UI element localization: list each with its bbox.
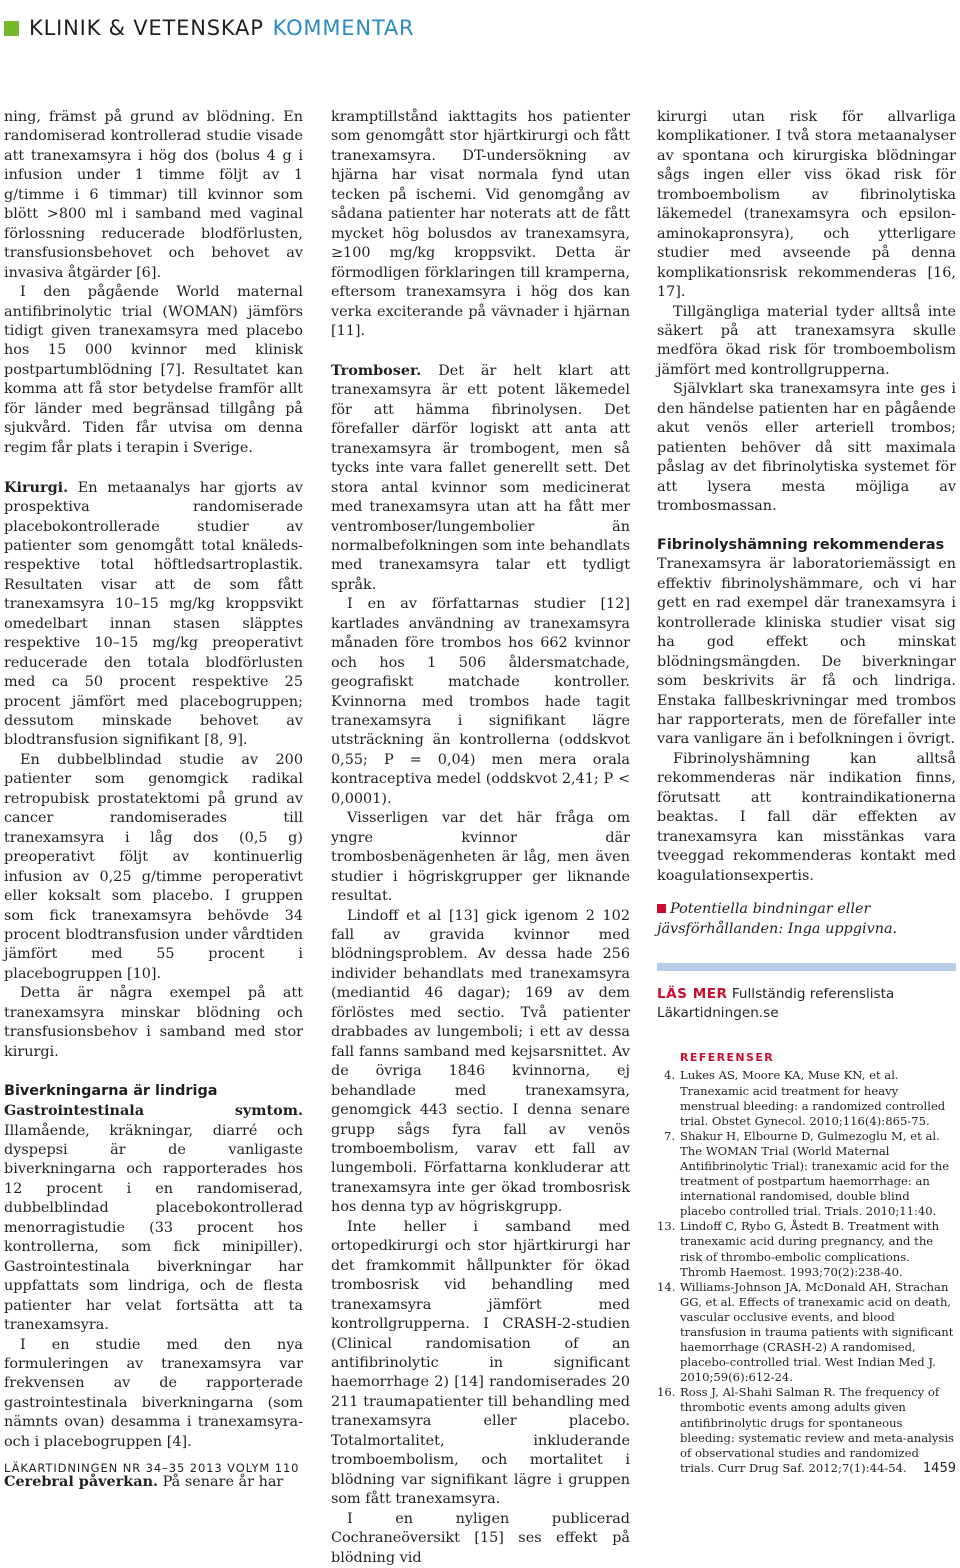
col2-paragraph: I en av författarnas studier [12] kartlades användning av tranexamsyra månaden före trombos hos 662 kvinnor och hos 1 506 åldersmatchade, geografiskt matchade kontroller. Kvinnorna med trombos hade tagit tranexamsyra i signifikant lägre utsträckning än kontrollerna (oddskvot 0,55; P = 0,04) men mera orala kontraceptiva medel (oddskvot 2,41; P < 0,0001).	[331, 596, 630, 807]
kirurgi-text: En metaanalys har gjorts av prospektiva randomiserade placebokontrollerade studier av patienter som genomgått total knäleds- respektive total höftledsartroplastik. Resultaten visar att de som fått tranexamsyra 10–15 mg/kg kroppsvikt omedelbart innan stasen släpptes respektive 10–15 mg/kg preoperativt reducerade den totala blodförlusten med ca 50 procent respektive 25 procent jämfört med placebogruppen; dessutom minskade behovet av blodtransfusion signifikant [8, 9].	[4, 479, 303, 749]
col2-paragraph-tromboser	[331, 361, 630, 595]
readmore-text: Fullständig referenslista	[731, 986, 895, 1003]
reference-text: Williams-Johnson JA, McDonald AH, Strachan GG, et al. Effects of tranexamic acid on death, vascular occlusive events, and blood transfusion in trauma patients with significant haemorrhage (CRASH-2) A randomised, placebo-controlled trial. West Indian Med J. 2010;59(6):612-24.	[680, 1279, 954, 1385]
column-2	[331, 108, 630, 1568]
col1-paragraph-kirurgi	[4, 478, 303, 751]
col1-paragraph: ning, främst på grund av blödning. En randomiserad kontrollerad studie visade att tranexamsyra i hög dos (bolus 4 g i infusion under 1 timme följt av 1 g/timme i 6 timmar) till kvinnor som blött >800 ml i samband med vaginal förlossning reducerade blodförlusten, transfusionsbehovet och behovet av invasiva åtgärder [6].	[4, 109, 303, 281]
col3-paragraph: Fibrinolyshämning kan alltså rekommenderas när indikation finns, förutsatt att kontraindikationerna beaktas. I fall där effekten av tranexamsyra kan misstänkas vara tveeggad rekommenderas kontakt med koagulationsexpertis.	[657, 750, 956, 884]
subsection-title: KOMMENTAR	[272, 16, 415, 40]
col3-paragraph: kirurgi utan risk för allvarliga komplikationer. I två stora metaanalyser av spontana och kirurgiska blödningar sågs ingen eller viss ökad risk för tromboembolism av fibrinolytiska läkemedel (tranexamsyra och epsilon-aminokapronsyra), och ytterligare studier med avseende på denna komplikationsrisk rekommenderas [16, 17].	[657, 109, 956, 301]
column-3	[657, 108, 956, 1476]
col2-paragraph: kramptillstånd iakttagits hos patienter som genomgått stor hjärtkirurgi och fått tranexamsyra. DT-undersökning av hjärna har visat normala fynd utan tecken på ischemi. Vid genomgång av sådana patienter har noterats att de fått mycket hög bolusdos av tranexamsyra, ≥100 mg/kg kroppsvikt. Detta är förmodligen förklaringen till kramperna, eftersom tranexamsyra i hög dos kan verka exciterande på vävnader i hjärnan [11].	[331, 109, 630, 339]
reference-item	[657, 1219, 956, 1279]
col2-paragraph: I en nyligen publicerad Cochraneöversikt [15] ses effekt på blödning vid	[331, 1510, 630, 1566]
section-title: KLINIK & VETENSKAP	[29, 16, 264, 40]
tromboser-lead: Tromboser.	[331, 361, 422, 379]
journal-issue: LÄKARTIDNINGEN NR 34–35 2013 VOLYM 110	[4, 1461, 300, 1475]
col3-paragraph: Tranexamsyra är laboratoriemässigt en effektiv fibrinolyshämmare, och vi har gett en rad exempel där tranexamsyra i kontrollerade kliniska studier visat sig ha god effekt och minskat blödningsmängden. De biverkningar som beskrivits är få och lindriga. Enstaka fallbeskrivningar med trombos har rapporterats, men de förefaller inte vara vanligare än i befolkningen i övrigt.	[657, 556, 956, 748]
references-heading: REFERENSER	[680, 1051, 775, 1065]
section-heading: Biverkningarna är lindriga	[4, 1082, 218, 1099]
gastro-text: Illamående, kräkningar, diarré och dyspepsi är de vanligaste biverkningarna och rapporterades hos 12 procent i en randomiserad, dubbelblindad placebokontrollerad menorragistudie (33 procent hos kontrollerna, som fick minipiller). Gastrointestinala biverkningar har uppfattats som lindriga, och de flesta patienter har velat fortsätta att ta tranexamsyra.	[4, 1122, 303, 1334]
col3-paragraph: Självklart ska tranexamsyra inte ges i den händelse patienten har en pågående akut venös eller arteriell trombos; patienten behöver då sitt maximala påslag av det fibrinolytiska systemet för att lysera mesta möjliga av trombosmassan.	[657, 381, 956, 515]
readmore-link[interactable]: Läkartidningen.se	[657, 1005, 779, 1022]
reference-number: 16.	[657, 1385, 676, 1400]
page-number: 1459	[922, 1460, 956, 1476]
col1-paragraph: Detta är några exempel på att tranexamsyra minskar blödning och transfusionsbehov i samband med stor kirurgi.	[4, 985, 303, 1060]
cerebral-text: På senare år har	[162, 1473, 284, 1490]
kirurgi-lead: Kirurgi.	[4, 478, 69, 496]
reference-item	[657, 1068, 956, 1128]
col2-paragraph: Inte heller i samband med ortopedkirurgi och stor hjärtkirurgi har det framkommit hållpunkter för ökad trombosrisk vid behandling med tranexamsyra jämfört med kontrollgrupperna. I CRASH-2-studien (Clinical randomisation of an antifibrinolytic in significant haemorrhage 2) [14] randomiserades 20 211 traumapatienter till behandling med tranexamsyra eller placebo. Totalmortalitet, inkluderande tromboembolism, och mortalitet i blödning var signifikant lägre i gruppen som fått tranexamsyra.	[331, 1218, 630, 1508]
column-1	[4, 108, 303, 1492]
col1-paragraph: I en studie med den nya formuleringen av tranexamsyra var frekvensen av de rapporterade gastrointestinala biverkningarna (som nämnts ovan) desamma i tranexamsyra- och i placebogruppen [4].	[4, 1336, 303, 1450]
reference-item	[657, 1280, 956, 1386]
reference-number: 7.	[663, 1128, 675, 1143]
col2-paragraph: Visserligen var det här fråga om yngre kvinnor där trombosbenägenheten är låg, men även studier i högriskgrupper ger liknande resultat.	[331, 810, 630, 905]
reference-number: 14.	[657, 1279, 676, 1294]
section-marker-icon	[4, 21, 19, 36]
readmore-divider	[657, 963, 956, 971]
tromboser-text: Det är helt klart att tranexamsyra är ett potent läkemedel för att hämma fibrinolysen. Det förefaller därför logiskt att anta att tranexamsyra är trombogent, men så tycks inte vara fallet generellt sett. Det stora antal kvinnor som medicinerat med tranexamsyra utan att ha fått mer ventromboser/lungembolier än normalbefolkningen som inte behandlats med tranexamsyra talar ett tydligt språk.	[331, 362, 630, 593]
bullet-square-icon	[657, 904, 666, 913]
reference-text: Shakur H, Elbourne D, Gulmezoglu M, et al. The WOMAN Trial (World Maternal Antifibrinolytic Trial): tranexamic acid for the treatment of postpartum haemorrhage: an international randomised, double blind placebo controlled trial. Trials. 2010;11:40.	[680, 1128, 950, 1219]
readmore-label: LÄS MER	[657, 986, 728, 1003]
reference-item	[657, 1129, 956, 1220]
page-header	[4, 14, 414, 42]
disclosure-note	[657, 900, 956, 939]
readmore-box	[657, 985, 956, 1023]
page-footer	[4, 1458, 956, 1478]
col2-paragraph: Lindoff et al [13] gick igenom 2 102 fall av gravida kvinnor med blödningsproblem. Av dessa hade 256 individer behandlats med tranexamsyra (mediantid 46 dagar); 169 av dem förlöstes med sectio. Två patienter drabbades av lungemboli; i ett av dessa fall fanns samband med kejsarsnittet. Av de övriga 1846 kvinnorna, ej behandlade med tranexamsyra, genomgick 443 sectio. I denna senare grupp sågs fyra fall av venös tromboembolism, varav ett fall av lungemboli. Författarna konkluderar att tranexamsyra inte ger ökad trombosrisk hos denna typ av högriskgrupp.	[331, 907, 630, 1216]
reference-text: Lukes AS, Moore KA, Muse KN, et al. Tranexamic acid treatment for heavy menstrual bleeding: a randomized controlled trial. Obstet Gynecol. 2010;116(4):865-75.	[680, 1068, 946, 1128]
col1-paragraph-gastro	[4, 1101, 303, 1335]
col3-paragraph: Tillgängliga material tyder alltså inte säkert på att tranexamsyra skulle medföra ökad risk för tromboembolism jämfört med kontrollgrupperna.	[657, 303, 956, 378]
disclosure-text: Potentiella bindningar eller jävsförhållanden: Inga uppgivna.	[657, 901, 898, 937]
col1-paragraph: En dubbelblindad studie av 200 patienter som genomgick radikal retropubisk prostatektomi på grund av cancer randomiserades till tranexamsyra i låg dos (0,5 g) preoperativt följt av kontinuerlig infusion av 0,25 g/timme peroperativt eller koksalt som placebo. I gruppen som fick tranexamsyra behövde 34 procent blodtransfusion under vårdtiden jämfört med 55 procent i placebogruppen [10].	[4, 751, 303, 982]
reference-text: Ross J, Al-Shahi Salman R. The frequency of thrombotic events among adults given antifibrinolytic drugs for spontaneous bleeding: systematic review and meta-analysis of observational studies and randomized trials. Curr Drug Saf. 2012;7(1):44-54.	[680, 1385, 954, 1475]
col1-paragraph: I den pågående World maternal antifibrinolytic trial (WOMAN) jämförs tidigt given tranexamsyra med placebo hos 15 000 kvinnor med klinisk postpartumblödning [7]. Resultatet kan komma att få stor betydelse framför allt för länder med begränsad tillgång på sjukvård. Tiden får utvisa om denna regim får plats i terapin i Sverige.	[4, 284, 303, 456]
gastro-lead: Gastrointestinala symtom.	[4, 1102, 303, 1120]
reference-number: 13.	[657, 1219, 676, 1234]
reference-text: Lindoff C, Rybo G, Åstedt B. Treatment with tranexamic acid during pregnancy, and the risk of thrombo-embolic complications. Thromb Haemost. 1993;70(2):238-40.	[680, 1219, 940, 1279]
cerebral-lead: Cerebral påverkan.	[4, 1472, 159, 1490]
reference-list	[657, 1068, 956, 1476]
section-heading: Fibrinolyshämning rekommenderas	[657, 536, 945, 553]
reference-number: 4.	[663, 1068, 675, 1083]
